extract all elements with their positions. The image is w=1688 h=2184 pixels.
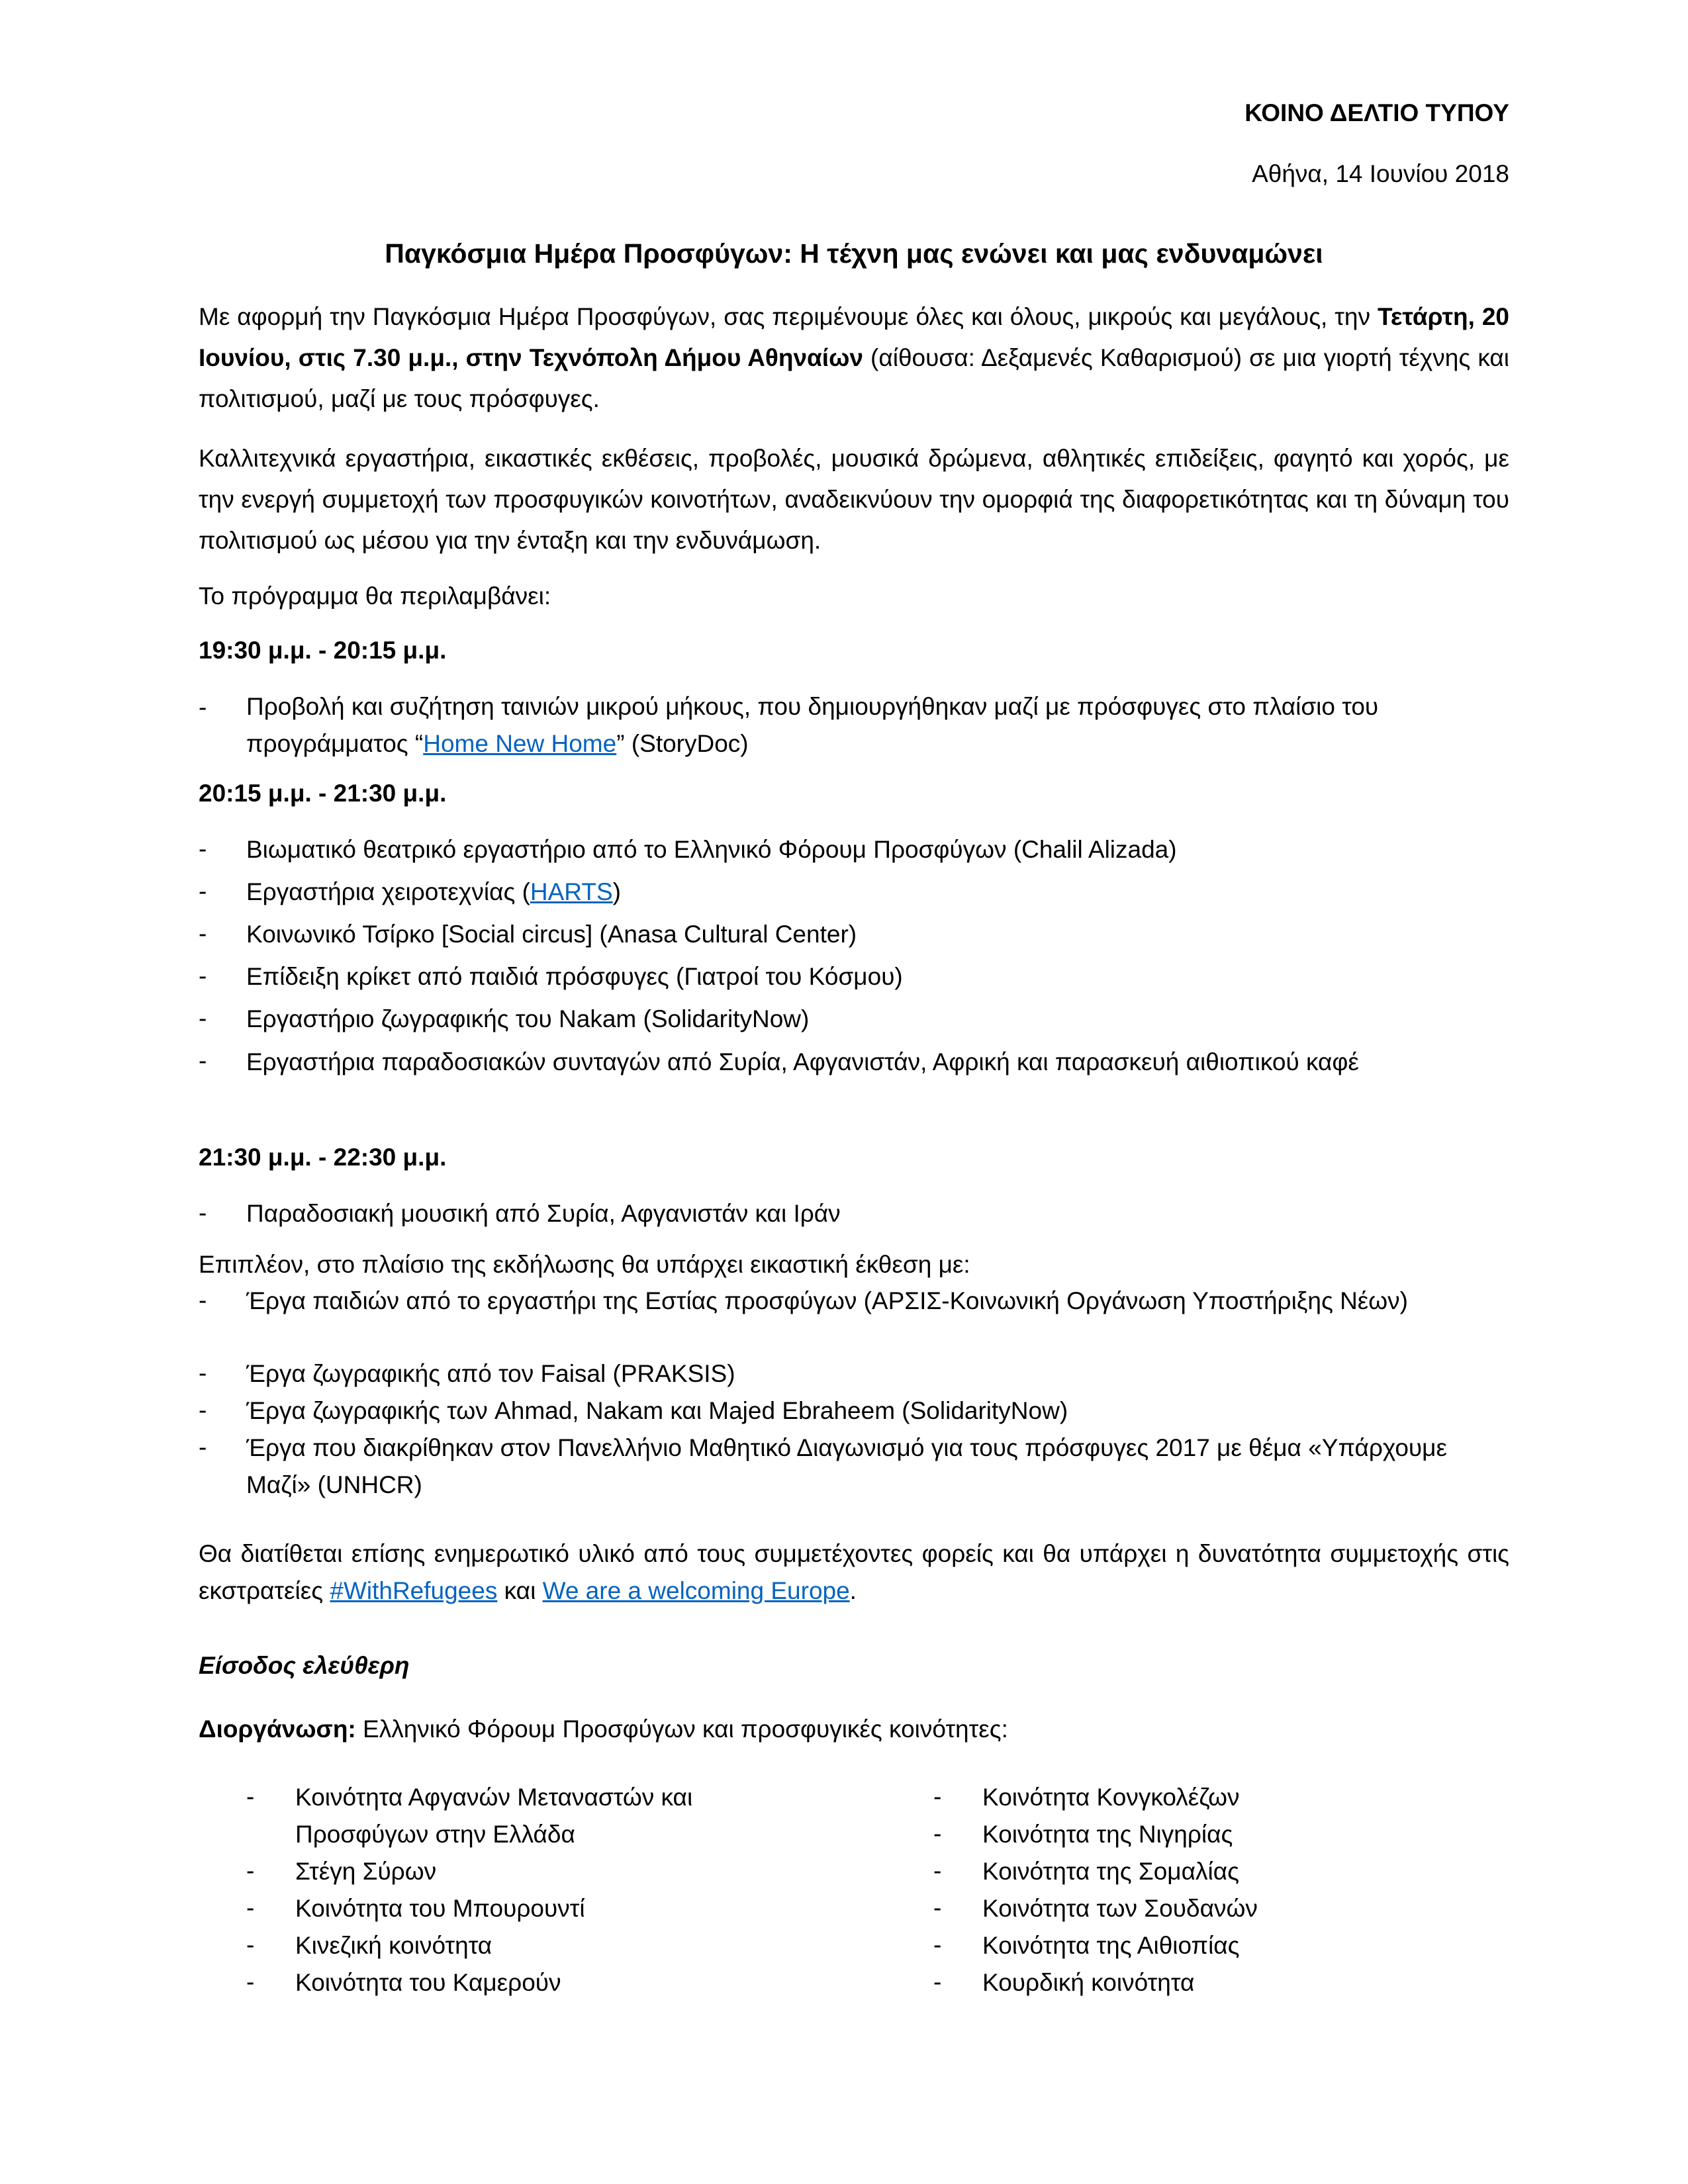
bullet: - xyxy=(246,1968,255,1995)
slot-2-item-5: Εργαστήριο ζωγραφικής του Nakam (SolidarityNow) xyxy=(246,1005,810,1032)
bullet: - xyxy=(199,920,207,947)
organization-line xyxy=(199,1715,1008,1743)
home-new-home-link[interactable]: Home New Home xyxy=(423,730,617,757)
page-title: Παγκόσμια Ημέρα Προσφύγων: Η τέχνη μας ενώνει και μας ενδυναμώνει xyxy=(385,238,1323,269)
community-left-3: Κοινότητα του Μπουρουντί xyxy=(295,1895,585,1922)
intro-paragraph xyxy=(199,296,1509,420)
bullet: - xyxy=(933,1894,942,1921)
materials-and: και xyxy=(497,1577,543,1604)
bullet: - xyxy=(199,1005,207,1032)
community-right-4: Κοινότητα των Σουδανών xyxy=(982,1895,1258,1922)
exhibition-item-1: Έργα παιδιών από το εργαστήρι της Εστίας προσφύγων (ΑΡΣΙΣ-Κοινωνική Οργάνωση Υποστήριξης Νέων) xyxy=(246,1287,1408,1314)
materials-text: Θα διατίθεται επίσης ενημερωτικό υλικό από τους συμμετέχοντες φορείς και θα υπάρχει η δυνατότητα συμμετοχής στις εκστρατείες xyxy=(199,1540,1509,1604)
program-intro: Το πρόγραμμα θα περιλαμβάνει: xyxy=(199,582,551,610)
bullet: - xyxy=(199,694,207,721)
bullet: - xyxy=(246,1931,255,1958)
bullet: - xyxy=(933,1968,942,1995)
community-right-1: Κοινότητα Κονγκολέζων xyxy=(982,1784,1240,1811)
community-left-4: Κινεζική κοινότητα xyxy=(295,1932,492,1959)
intro-date-location: Τετάρτη, 20 Ιουνίου, στις 7.30 μ.μ., στην Τεχνόπολη Δήμου Αθηναίων xyxy=(199,303,1509,371)
slot-1-item-source: ” (StoryDoc) xyxy=(616,730,749,757)
withrefugees-link[interactable]: #WithRefugees xyxy=(330,1577,498,1604)
slot-2-item-2-text: Εργαστήρια χειροτεχνίας ( xyxy=(246,878,530,905)
bullet: - xyxy=(933,1783,942,1810)
bullet: - xyxy=(246,1894,255,1921)
materials-paragraph xyxy=(199,1535,1509,1610)
exhibition-item-3: Έργα ζωγραφικής των Ahmad, Nakam και Majed Ebraheem (SolidarityNow) xyxy=(246,1397,1068,1424)
materials-end: . xyxy=(849,1577,857,1604)
bullet: - xyxy=(199,1199,207,1226)
welcoming-europe-link[interactable]: We are a welcoming Europe xyxy=(542,1577,850,1604)
description-paragraph: Καλλιτεχνικά εργαστήρια, εικαστικές εκθέσεις, προβολές, μουσικά δρώμενα, αθλητικές επιδείξεις, φαγητό και χορός, με την ενεργή συμμετοχή των προσφυγικών κοινοτήτων, αναδεικνύουν την ομορφιά της διαφορετικότητας και τη δύναμη του πολιτισμού ως μέσου για την ένταξη και την ενδυνάμωση. xyxy=(199,445,1509,554)
bullet: - xyxy=(933,1931,942,1958)
slot-1-item-text: Προβολή και συζήτηση ταινιών μικρού μήκους, που δημιουργήθηκαν μαζί με πρόσφυγες στο πλαίσιο του προγράμματος “ xyxy=(246,693,1379,757)
community-left-2: Στέγη Σύρων xyxy=(295,1858,437,1885)
slot-1-item xyxy=(246,688,1491,762)
intro-text-2: (αίθουσα: Δεξαμενές Καθαρισμού) σε μια γιορτή τέχνης και πολιτισμού, μαζί με τους πρόσφυγες. xyxy=(199,344,1509,412)
harts-link[interactable]: HARTS xyxy=(530,878,613,905)
bullet: - xyxy=(199,1359,207,1387)
bullet: - xyxy=(246,1783,255,1810)
community-right-5: Κοινότητα της Αιθιοπίας xyxy=(982,1932,1240,1959)
organization-label: Διοργάνωση: xyxy=(199,1715,356,1743)
bullet: - xyxy=(933,1857,942,1884)
community-left-5: Κοινότητα του Καμερούν xyxy=(295,1969,561,1996)
slot-2-time: 20:15 μ.μ. - 21:30 μ.μ. xyxy=(199,780,447,807)
slot-2-item-6: Εργαστήρια παραδοσιακών συνταγών από Συρία, Αφγανιστάν, Αφρική και παρασκευή αιθιοπικού καφέ xyxy=(246,1048,1359,1075)
slot-1-time: 19:30 μ.μ. - 20:15 μ.μ. xyxy=(199,637,447,664)
bullet: - xyxy=(199,878,207,905)
bullet: - xyxy=(199,835,207,862)
bullet: - xyxy=(199,962,207,989)
slot-2-item-1: Βιωματικό θεατρικό εργαστήριο από το Ελληνικό Φόρουμ Προσφύγων (Chalil Alizada) xyxy=(246,836,1177,863)
bullet: - xyxy=(199,1433,207,1461)
community-left-1: Κοινότητα Αφγανών Μεταναστών και Προσφύγων στην Ελλάδα xyxy=(295,1784,693,1848)
bullet: - xyxy=(933,1820,942,1847)
release-date: Αθήνα, 14 Ιουνίου 2018 xyxy=(1252,160,1509,187)
slot-2-item-2 xyxy=(246,872,621,912)
slot-3-item-1: Παραδοσιακή μουσική από Συρία, Αφγανιστάν και Ιράν xyxy=(246,1200,841,1227)
community-right-6: Κουρδική κοινότητα xyxy=(982,1969,1195,1996)
organization-text: Ελληνικό Φόρουμ Προσφύγων και προσφυγικές κοινότητες: xyxy=(355,1715,1008,1743)
community-right-2: Κοινότητα της Νιγηρίας xyxy=(982,1821,1233,1848)
slot-3-time: 21:30 μ.μ. - 22:30 μ.μ. xyxy=(199,1144,447,1171)
exhibition-item-4: Έργα που διακρίθηκαν στον Πανελλήνιο Μαθητικό Διαγωνισμό για τους πρόσφυγες 2017 με θέμα «Υπάρχουμε Μαζί» (UNHCR) xyxy=(246,1434,1447,1498)
bullet: - xyxy=(199,1396,207,1424)
press-release-label: ΚΟΙΝΟ ΔΕΛΤΙΟ ΤΥΠΟΥ xyxy=(1244,99,1509,126)
bullet: - xyxy=(246,1857,255,1884)
intro-text-1: Με αφορμή την Παγκόσμια Ημέρα Προσφύγων, σας περιμένουμε όλες και όλους, μικρούς και μεγάλους, την xyxy=(199,303,1378,330)
bullet: - xyxy=(199,1047,207,1074)
slot-2-item-3: Κοινωνικό Τσίρκο [Social circus] (Anasa Cultural Center) xyxy=(246,921,857,948)
slot-2-item-2-end: ) xyxy=(612,878,621,905)
exhibition-intro: Επιπλέον, στο πλαίσιο της εκδήλωσης θα υπάρχει εικαστική έκθεση με: xyxy=(199,1251,970,1278)
free-entry: Είσοδος ελεύθερη xyxy=(199,1652,410,1679)
exhibition-item-2: Έργα ζωγραφικής από τον Faisal (PRAKSIS) xyxy=(246,1360,735,1387)
bullet: - xyxy=(199,1287,207,1314)
slot-2-item-4: Επίδειξη κρίκετ από παιδιά πρόσφυγες (Γιατροί του Κόσμου) xyxy=(246,963,903,990)
community-right-3: Κοινότητα της Σομαλίας xyxy=(982,1858,1239,1885)
